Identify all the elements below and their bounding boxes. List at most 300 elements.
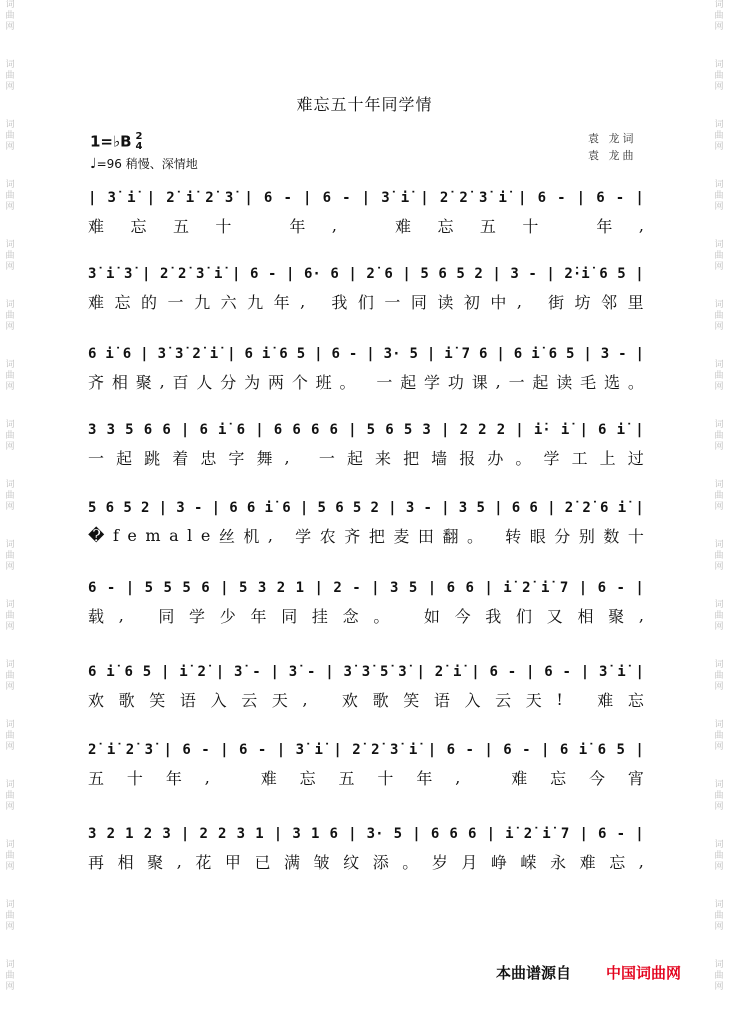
lyric-char: 岁 bbox=[431, 852, 448, 872]
note-token: i̇ bbox=[261, 346, 271, 362]
watermark-char: 网 bbox=[714, 622, 724, 632]
lyric-char bbox=[492, 526, 497, 545]
watermark-text bbox=[711, 180, 727, 240]
watermark-text bbox=[711, 720, 727, 780]
watermark-text bbox=[2, 960, 18, 1010]
watermark-text bbox=[711, 960, 727, 1010]
note-token: 2̇ bbox=[205, 190, 214, 206]
note-token: | bbox=[486, 826, 495, 842]
lyric-char: 齐 bbox=[88, 372, 105, 392]
note-token: | bbox=[366, 346, 375, 362]
watermark-text bbox=[711, 120, 727, 180]
lyric-char: 忘 bbox=[114, 292, 131, 312]
note-token: i̇ bbox=[616, 422, 626, 438]
note-token: 2 bbox=[199, 826, 208, 842]
note-token: | bbox=[158, 500, 168, 516]
lyrics-line bbox=[88, 446, 644, 468]
lyric-char: 。 bbox=[467, 526, 484, 546]
watermark-char: 词 bbox=[714, 60, 724, 70]
note-token: 6 bbox=[263, 190, 273, 206]
lyric-char: 花 bbox=[195, 852, 212, 872]
lyric-char: 入 bbox=[210, 690, 227, 710]
lyric-char: 忘 bbox=[299, 768, 316, 788]
lyric-char: , bbox=[159, 371, 165, 391]
note-token: 2 bbox=[276, 580, 286, 596]
watermark-char: 曲 bbox=[714, 11, 724, 21]
watermark-char: 曲 bbox=[5, 611, 15, 621]
note-token: - bbox=[342, 190, 351, 206]
note-token: - bbox=[307, 664, 316, 680]
watermark-char: 网 bbox=[714, 82, 724, 92]
lyric-char: 忘 bbox=[130, 216, 147, 236]
note-token: | bbox=[635, 580, 644, 596]
lyric-char: 五 bbox=[172, 216, 189, 236]
footer-site-link[interactable]: 中国词曲网 bbox=[606, 964, 682, 982]
lyric-char: 云 bbox=[495, 690, 512, 710]
note-token: 6 bbox=[503, 742, 512, 758]
note-token: | bbox=[518, 190, 527, 206]
note-token: | bbox=[220, 580, 229, 596]
lyrics-line bbox=[88, 604, 644, 626]
watermark-char: 词 bbox=[5, 780, 15, 790]
lyric-char: 一 bbox=[508, 372, 525, 392]
note-token: 6 bbox=[598, 826, 607, 842]
lyric-char: 天 bbox=[271, 690, 288, 710]
note-token: | bbox=[635, 664, 644, 680]
note-token: - bbox=[465, 742, 474, 758]
note-token: 5 bbox=[403, 422, 413, 438]
note-token: | bbox=[547, 500, 556, 516]
note-token: 5 bbox=[617, 266, 626, 282]
note-token: i̇ bbox=[106, 664, 115, 680]
lyric-char: 少 bbox=[219, 606, 236, 626]
left-watermark-strip bbox=[2, 0, 18, 1010]
note-token: | bbox=[299, 500, 309, 516]
note-token: i̇ bbox=[179, 664, 188, 680]
lyric-char: 毛 bbox=[580, 372, 597, 392]
note-token: 6 bbox=[537, 190, 547, 206]
watermark-char: 词 bbox=[714, 240, 724, 250]
watermark-text bbox=[711, 480, 727, 540]
lyric-char: 年 bbox=[165, 768, 182, 788]
watermark-char: 曲 bbox=[5, 551, 15, 561]
watermark-char: 曲 bbox=[714, 191, 724, 201]
watermark-char: 词 bbox=[5, 480, 15, 490]
note-token: 6 bbox=[322, 190, 331, 206]
time-signature bbox=[136, 132, 143, 152]
watermark-text bbox=[2, 900, 18, 960]
lyric-char: e bbox=[200, 525, 211, 545]
note-token: 2 bbox=[474, 266, 483, 282]
note-token: 6 bbox=[489, 664, 498, 680]
note-token: 6 bbox=[182, 742, 191, 758]
lyric-char: 翻 bbox=[442, 526, 459, 546]
lyric-char: 添 bbox=[372, 852, 389, 872]
note-token: 6 bbox=[282, 500, 291, 516]
watermark-char: 网 bbox=[714, 142, 724, 152]
watermark-char: 词 bbox=[5, 180, 15, 190]
note-token: 6 bbox=[88, 580, 97, 596]
watermark-char: 网 bbox=[5, 82, 15, 92]
note-token: 6 bbox=[479, 346, 488, 362]
notation-line bbox=[88, 822, 644, 846]
note-token: 2 bbox=[370, 500, 379, 516]
note-token: | bbox=[635, 266, 644, 282]
watermark-char: 网 bbox=[5, 862, 15, 872]
lyric-char: 过 bbox=[627, 448, 644, 468]
lyric-char: 年 bbox=[596, 216, 613, 236]
note-token: 6 bbox=[88, 664, 97, 680]
note-token: i̇ bbox=[408, 742, 418, 758]
credits bbox=[588, 130, 637, 164]
watermark-text bbox=[2, 780, 18, 840]
lyric-char: 峥 bbox=[490, 852, 507, 872]
watermark-text bbox=[2, 480, 18, 540]
watermark-text bbox=[711, 840, 727, 900]
note-token: 6 bbox=[273, 422, 283, 438]
note-token: | bbox=[163, 742, 172, 758]
note-token: | bbox=[314, 580, 323, 596]
watermark-text bbox=[2, 660, 18, 720]
note-token: 2̇ bbox=[564, 500, 574, 516]
lyric-char: 读 bbox=[556, 372, 573, 392]
lyric-char: 个 bbox=[291, 372, 308, 392]
note-token: 6 bbox=[331, 346, 340, 362]
lyric-char: 一 bbox=[88, 448, 105, 468]
watermark-char: 曲 bbox=[5, 431, 15, 441]
lyric-char: , bbox=[495, 371, 501, 391]
lyric-char: 。 bbox=[515, 448, 532, 468]
lyric-char: 麦 bbox=[393, 526, 410, 546]
watermark-text bbox=[711, 300, 727, 360]
lyric-char: 把 bbox=[368, 526, 385, 546]
note-token: 6 bbox=[511, 500, 521, 516]
watermark-char: 网 bbox=[5, 742, 15, 752]
lyric-char: , bbox=[638, 605, 644, 625]
watermark-char: 网 bbox=[5, 442, 15, 452]
note-token: | bbox=[232, 266, 241, 282]
lyric-char: 云 bbox=[241, 690, 258, 710]
note-token: 2̇ bbox=[366, 266, 375, 282]
lyric-char: 一 bbox=[318, 448, 335, 468]
watermark-char: 词 bbox=[714, 660, 724, 670]
note-token: 6 bbox=[384, 266, 393, 282]
lyric-char: 农 bbox=[319, 526, 336, 546]
note-token: 3 bbox=[292, 826, 301, 842]
note-token: 2̇ bbox=[371, 742, 380, 758]
note-token: i̇ bbox=[214, 266, 223, 282]
watermark-text bbox=[2, 420, 18, 480]
note-token: 6 bbox=[229, 500, 238, 516]
watermark-char: 曲 bbox=[714, 791, 724, 801]
note-token: 2̇ bbox=[197, 664, 206, 680]
note-token: 6 bbox=[88, 346, 97, 362]
watermark-char: 网 bbox=[714, 742, 724, 752]
song-title: 难忘五十年同学情 bbox=[296, 95, 433, 114]
lyricist-credit: 袁 龙词 bbox=[588, 132, 637, 145]
note-token: 5 bbox=[476, 500, 485, 516]
lyric-char: 工 bbox=[571, 448, 588, 468]
lyric-char: 百 bbox=[172, 372, 189, 392]
watermark-char: 词 bbox=[5, 900, 15, 910]
lyric-char bbox=[565, 216, 570, 235]
lyric-char bbox=[258, 216, 263, 235]
score-system bbox=[88, 186, 644, 236]
note-token: 3 bbox=[390, 580, 399, 596]
lyric-char: 一 bbox=[167, 292, 184, 312]
lyric-char: 。 bbox=[627, 372, 644, 392]
lyric-char: 田 bbox=[417, 526, 434, 546]
score-system bbox=[88, 342, 644, 392]
watermark-char: 曲 bbox=[714, 431, 724, 441]
watermark-char: 曲 bbox=[714, 551, 724, 561]
lyric-char: 九 bbox=[194, 292, 211, 312]
watermark-char: 词 bbox=[714, 540, 724, 550]
note-token: 6 bbox=[438, 266, 447, 282]
note-token: 3̇ bbox=[107, 190, 116, 206]
watermark-char: 网 bbox=[5, 202, 15, 212]
notation-line bbox=[88, 660, 644, 684]
lyric-char: 难 bbox=[511, 768, 528, 788]
watermark-char: 词 bbox=[5, 300, 15, 310]
watermark-char: 词 bbox=[714, 360, 724, 370]
note-token: 3· bbox=[383, 346, 401, 362]
watermark-text bbox=[2, 540, 18, 600]
note-token: | bbox=[180, 422, 190, 438]
note-token: 3 bbox=[236, 826, 246, 842]
lyric-char: 挂 bbox=[311, 606, 328, 626]
note-token: i̇ bbox=[218, 422, 227, 438]
lyric-char bbox=[233, 768, 238, 787]
note-token: 2 bbox=[333, 580, 342, 596]
lyric-char: 十 bbox=[215, 216, 232, 236]
lyric-char: 学 bbox=[189, 606, 206, 626]
note-token: | bbox=[348, 826, 357, 842]
note-token: 3 bbox=[162, 826, 171, 842]
note-token: 5 bbox=[393, 826, 403, 842]
note-token: 6 bbox=[122, 346, 132, 362]
watermark-text bbox=[711, 360, 727, 420]
note-token: 5 bbox=[616, 742, 625, 758]
note-token: | bbox=[416, 664, 425, 680]
watermark-char: 曲 bbox=[5, 911, 15, 921]
watermark-char: 网 bbox=[5, 922, 15, 932]
note-token: 5 bbox=[317, 500, 326, 516]
note-token: 2̇ bbox=[522, 580, 531, 596]
note-token: 2̇ bbox=[166, 190, 175, 206]
note-token: i̇ bbox=[542, 826, 551, 842]
lyric-char: 满 bbox=[284, 852, 301, 872]
lyric-char: 今 bbox=[454, 606, 471, 626]
note-token: | bbox=[583, 346, 592, 362]
lyric-char: 跳 bbox=[144, 448, 161, 468]
note-token: | bbox=[333, 742, 342, 758]
note-token: 2 bbox=[106, 826, 116, 842]
lyric-char: 聚 bbox=[147, 852, 164, 872]
lyric-char: 笑 bbox=[403, 690, 420, 710]
watermark-char: 网 bbox=[5, 682, 15, 692]
note-token: 7 bbox=[560, 826, 570, 842]
lyric-char: 再 bbox=[88, 852, 105, 872]
lyric-char: 忘 bbox=[627, 690, 644, 710]
watermark-char: 词 bbox=[5, 840, 15, 850]
key-label: 1=♭B bbox=[90, 132, 132, 151]
note-token: 6 bbox=[244, 346, 253, 362]
watermark-char: 词 bbox=[5, 120, 15, 130]
lyric-char: 学 bbox=[424, 372, 441, 392]
note-token: 3̇ bbox=[196, 266, 205, 282]
note-token: 3̇ bbox=[343, 664, 352, 680]
lyric-char: 十 bbox=[522, 216, 539, 236]
watermark-char: 曲 bbox=[5, 971, 15, 981]
watermark-char: 词 bbox=[5, 420, 15, 430]
lyric-char: l bbox=[187, 525, 193, 545]
note-token: 2 bbox=[478, 422, 487, 438]
watermark-text bbox=[2, 180, 18, 240]
note-token: 6 bbox=[292, 422, 301, 438]
note-token: | bbox=[471, 664, 480, 680]
notation-line bbox=[88, 186, 644, 210]
note-token: | bbox=[215, 664, 225, 680]
note-token: | bbox=[635, 500, 644, 516]
note-token: | bbox=[220, 742, 229, 758]
note-token: 3̇ bbox=[599, 664, 608, 680]
note-token: 2 bbox=[459, 422, 468, 438]
lyric-char: 相 bbox=[117, 852, 134, 872]
note-token: | bbox=[348, 422, 357, 438]
lyric-char: 欢 bbox=[341, 690, 358, 710]
note-token: i̇ bbox=[541, 580, 550, 596]
note-token: | bbox=[546, 266, 555, 282]
note-token: 5 bbox=[352, 500, 362, 516]
lyric-char: , bbox=[204, 767, 210, 787]
note-token: i̇ bbox=[106, 266, 115, 282]
watermark-char: 词 bbox=[5, 660, 15, 670]
note-token: 3̇ bbox=[157, 346, 166, 362]
watermark-char: 词 bbox=[5, 0, 15, 10]
note-token: 6 bbox=[598, 422, 607, 438]
note-token: 3 bbox=[176, 500, 185, 516]
watermark-text bbox=[2, 840, 18, 900]
note-token: 6 bbox=[430, 826, 440, 842]
lyric-char: 同 bbox=[281, 606, 298, 626]
note-token: | bbox=[441, 500, 450, 516]
note-token: i̇ bbox=[453, 664, 462, 680]
watermark-char: 词 bbox=[5, 360, 15, 370]
note-token: 3̇ bbox=[288, 664, 298, 680]
note-token: | bbox=[244, 190, 253, 206]
note-token: - bbox=[257, 742, 267, 758]
note-token: | bbox=[426, 346, 436, 362]
note-token: 5 bbox=[125, 422, 134, 438]
note-token: 3̇ bbox=[398, 664, 407, 680]
note-token: | bbox=[286, 266, 295, 282]
note-token: | bbox=[388, 500, 397, 516]
watermark-char: 网 bbox=[5, 622, 15, 632]
note-token: 5 bbox=[296, 346, 306, 362]
lyric-char: 选 bbox=[604, 372, 621, 392]
note-token: | bbox=[484, 580, 493, 596]
watermark-char: 网 bbox=[714, 202, 724, 212]
watermark-char: 词 bbox=[714, 420, 724, 430]
lyric-char: 为 bbox=[244, 372, 261, 392]
note-token: | bbox=[348, 266, 357, 282]
note-token: i̇ bbox=[209, 346, 219, 362]
lyric-char: 机 bbox=[243, 526, 260, 546]
watermark-char: 网 bbox=[5, 22, 15, 32]
notation-line bbox=[88, 496, 644, 520]
watermark-char: 曲 bbox=[714, 311, 724, 321]
watermark-char: 网 bbox=[5, 322, 15, 332]
watermark-char: 曲 bbox=[5, 191, 15, 201]
note-token: 5 bbox=[144, 580, 154, 596]
note-token: 1 bbox=[255, 826, 264, 842]
score-system bbox=[88, 496, 644, 546]
lyric-char: 语 bbox=[433, 690, 450, 710]
note-token: 5 bbox=[420, 266, 429, 282]
watermark-char: 网 bbox=[714, 382, 724, 392]
note-token: 2̇ bbox=[459, 190, 468, 206]
lyric-char: , bbox=[331, 215, 337, 235]
note-token: 5 bbox=[456, 266, 465, 282]
lyric-char: 分 bbox=[220, 372, 237, 392]
lyric-char: 五 bbox=[338, 768, 355, 788]
lyric-char: , bbox=[638, 851, 644, 871]
watermark-text bbox=[2, 120, 18, 180]
note-token: | bbox=[635, 346, 644, 362]
note-token: | bbox=[146, 190, 156, 206]
note-token: | bbox=[412, 826, 421, 842]
watermark-char: 曲 bbox=[714, 71, 724, 81]
watermark-char: 网 bbox=[5, 142, 15, 152]
note-token: | bbox=[88, 190, 97, 206]
score-system bbox=[88, 822, 644, 872]
watermark-char: 词 bbox=[714, 300, 724, 310]
tempo-text: =96 稍慢、深情地 bbox=[96, 157, 198, 171]
note-token: 6 bbox=[335, 500, 344, 516]
lyric-char: , bbox=[638, 215, 644, 235]
watermark-char: 网 bbox=[714, 22, 724, 32]
notation-line bbox=[88, 738, 644, 762]
lyric-char: 初 bbox=[463, 292, 480, 312]
note-token: - bbox=[252, 664, 261, 680]
note-token: i̇ bbox=[617, 664, 626, 680]
lyric-char bbox=[139, 606, 144, 625]
lyric-char: 已 bbox=[254, 852, 271, 872]
lyric-char: 五 bbox=[88, 768, 105, 788]
note-token: | bbox=[303, 190, 312, 206]
lyrics-line bbox=[88, 524, 644, 546]
lyrics-line bbox=[88, 850, 644, 872]
note-token: | bbox=[576, 190, 586, 206]
lyric-char: 我 bbox=[485, 606, 502, 626]
lyric-char: 忠 bbox=[200, 448, 217, 468]
note-token: | bbox=[635, 826, 644, 842]
lyric-char: 宵 bbox=[627, 768, 644, 788]
note-token: 3 bbox=[422, 422, 431, 438]
note-token: 6 bbox=[329, 826, 338, 842]
lyric-char: , bbox=[284, 447, 290, 467]
watermark-char: 词 bbox=[5, 60, 15, 70]
watermark-char: 网 bbox=[5, 382, 15, 392]
note-token: - bbox=[528, 266, 537, 282]
lyric-char: 难 bbox=[579, 852, 596, 872]
note-token: 6 bbox=[446, 742, 456, 758]
score-system bbox=[88, 262, 644, 312]
note-token: 6 bbox=[467, 826, 477, 842]
watermark-char: 曲 bbox=[5, 491, 15, 501]
lyric-char: 一 bbox=[376, 372, 393, 392]
